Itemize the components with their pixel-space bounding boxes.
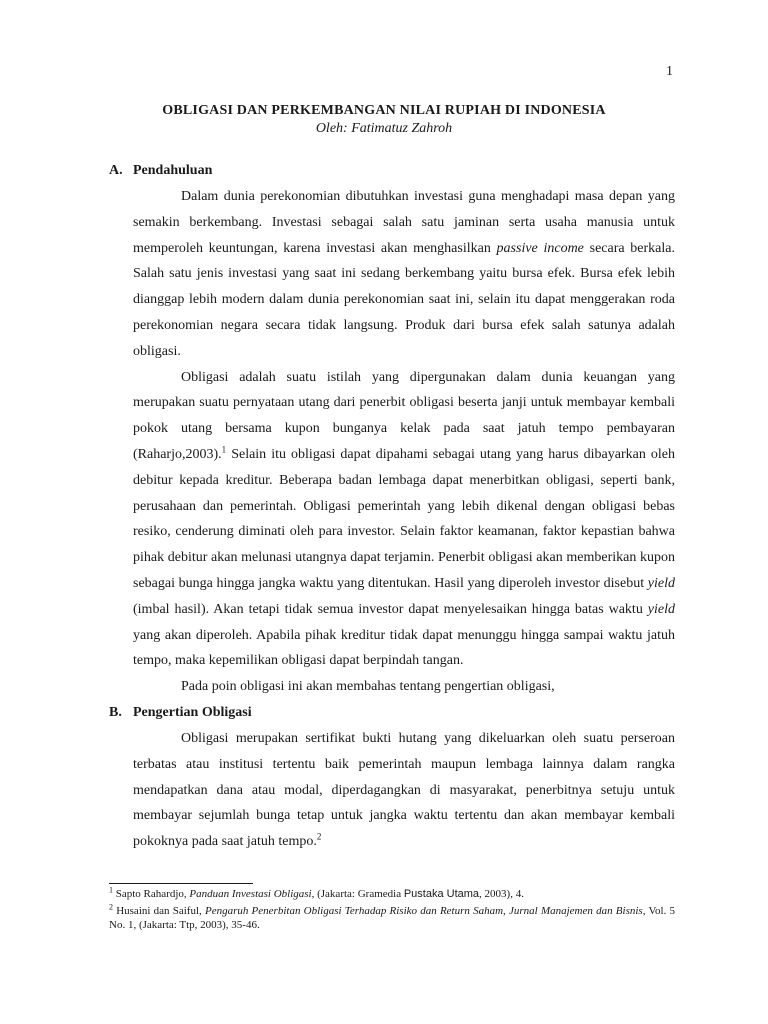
paragraph-text: yang akan diperoleh. Apabila pihak kreditur tidak dapat menunggu hingga sampai waktu jatuh tempo, maka kepemilikan obligasi dapat berpindah tangan.: [133, 627, 675, 669]
paragraph-text: Selain itu obligasi dapat dipahami sebagai utang yang harus dibayarkan oleh debitur kepada kreditur. Beberapa badan lembaga dapat menerbitkan obligasi, seperti bank, perusahaan dan pemerintah. Obligasi pemerintah yang lebih dikenal dengan obligasi bebas resiko, cenderung diminati oleh para investor. Selain faktor keamanan, faktor kepastian bahwa pihak debitur akan melunasi utangnya dapat terjamin. Penerbit obligasi akan memberikan kupon sebagai bunga hingga jangka waktu yang ditentukan. Hasil yang diperoleh investor disebut: [133, 446, 675, 591]
footnotes: [109, 887, 675, 935]
footnote-text: Sapto Rahardjo,: [113, 888, 190, 900]
page-number: 1: [666, 64, 673, 79]
section-title: Pengertian Obligasi: [133, 704, 252, 720]
document-title: OBLIGASI DAN PERKEMBANGAN NILAI RUPIAH DI INDONESIA: [162, 103, 606, 118]
paragraph-text: Dalam dunia perekonomian dibutuhkan investasi guna menghadapi masa depan yang semakin berkembang. Investasi sebagai salah satu jaminan serta usaha manusia untuk memperoleh keuntungan, karena investasi akan menghasilkan: [133, 189, 675, 256]
paragraph: [109, 184, 675, 365]
footnote-text: Husaini dan Saiful,: [113, 905, 205, 917]
document-body: [109, 158, 675, 855]
paragraph: [109, 726, 675, 855]
footnote-italic: Panduan Investasi Obligasi: [189, 888, 312, 900]
footnote-text: , 2003), 4.: [479, 888, 524, 900]
document-author: Oleh: Fatimatuz Zahroh: [315, 121, 453, 136]
footnote-text: Pustaka Utama: [403, 888, 480, 900]
paragraph-italic: passive income: [496, 240, 584, 256]
section-title: Pendahuluan: [133, 163, 213, 178]
paragraph-text: Obligasi merupakan sertifikat bukti hutang yang dikeluarkan oleh suatu perseroan terbatas atau institusi tertentu baik pemerintah maupun lembaga lainnya dalam rangka mendapatkan dana atau modal, diperdagangkan di masyarakat, penerbitnya setuju untuk membayar sejumlah bunga tetap untuk jangka waktu tertentu dan akan membayar kembali pokoknya pada saat jatuh tempo.: [133, 730, 675, 850]
paragraph: [109, 365, 675, 675]
section-letter: A.: [109, 163, 123, 178]
paragraph: Pada poin obligasi ini akan membahas tentang pengertian obligasi,: [181, 679, 555, 695]
paragraph-italic: yield: [647, 601, 675, 617]
section-heading-a: [109, 158, 675, 184]
paragraph-italic: yield: [647, 575, 675, 591]
title-block: [0, 102, 768, 138]
footnote-separator: [109, 883, 253, 884]
footnote: [109, 887, 675, 901]
section-heading-b: [109, 700, 675, 726]
footnote-text: , Vol. 5 No. 1, (Jakarta: Ttp, 2003), 35-46.: [109, 905, 675, 931]
footnote-ref: 2: [316, 831, 322, 842]
footnote-italic: Pengaruh Penerbitan Obligasi Terhadap Risiko dan Return Saham: [204, 905, 504, 917]
footnote-ref: 1: [221, 444, 227, 455]
footnote-number: 2: [109, 902, 113, 912]
footnote-text: , (Jakarta: Gramedia: [311, 888, 404, 900]
footnote-italic: Jurnal Manajemen dan Bisnis: [509, 905, 643, 917]
footnote-number: 1: [109, 885, 113, 895]
paragraph-text: (imbal hasil). Akan tetapi tidak semua investor dapat menyelesaikan hingga batas waktu: [133, 601, 648, 617]
footnote: [109, 904, 675, 932]
paragraph-text: secara berkala. Salah satu jenis investasi yang saat ini sedang berkembang yaitu bursa efek. Bursa efek lebih dianggap lebih modern dalam dunia perekonomian saat ini, selain itu dapat menggerakan roda perekonomian negara secara tidak langsung. Produk dari bursa efek salah satunya adalah obligasi.: [133, 240, 675, 359]
footnote-text: ,: [503, 905, 510, 917]
paragraph-text: Obligasi adalah suatu istilah yang dipergunakan dalam dunia keuangan yang merupakan suatu pernyataan utang dari penerbit obligasi beserta janji untuk membayar kembali pokok utang bersama kupon bunganya kelak pada saat jatuh tempo pembayaran (Raharjo,2003).: [133, 369, 675, 462]
section-letter: B.: [109, 704, 122, 720]
